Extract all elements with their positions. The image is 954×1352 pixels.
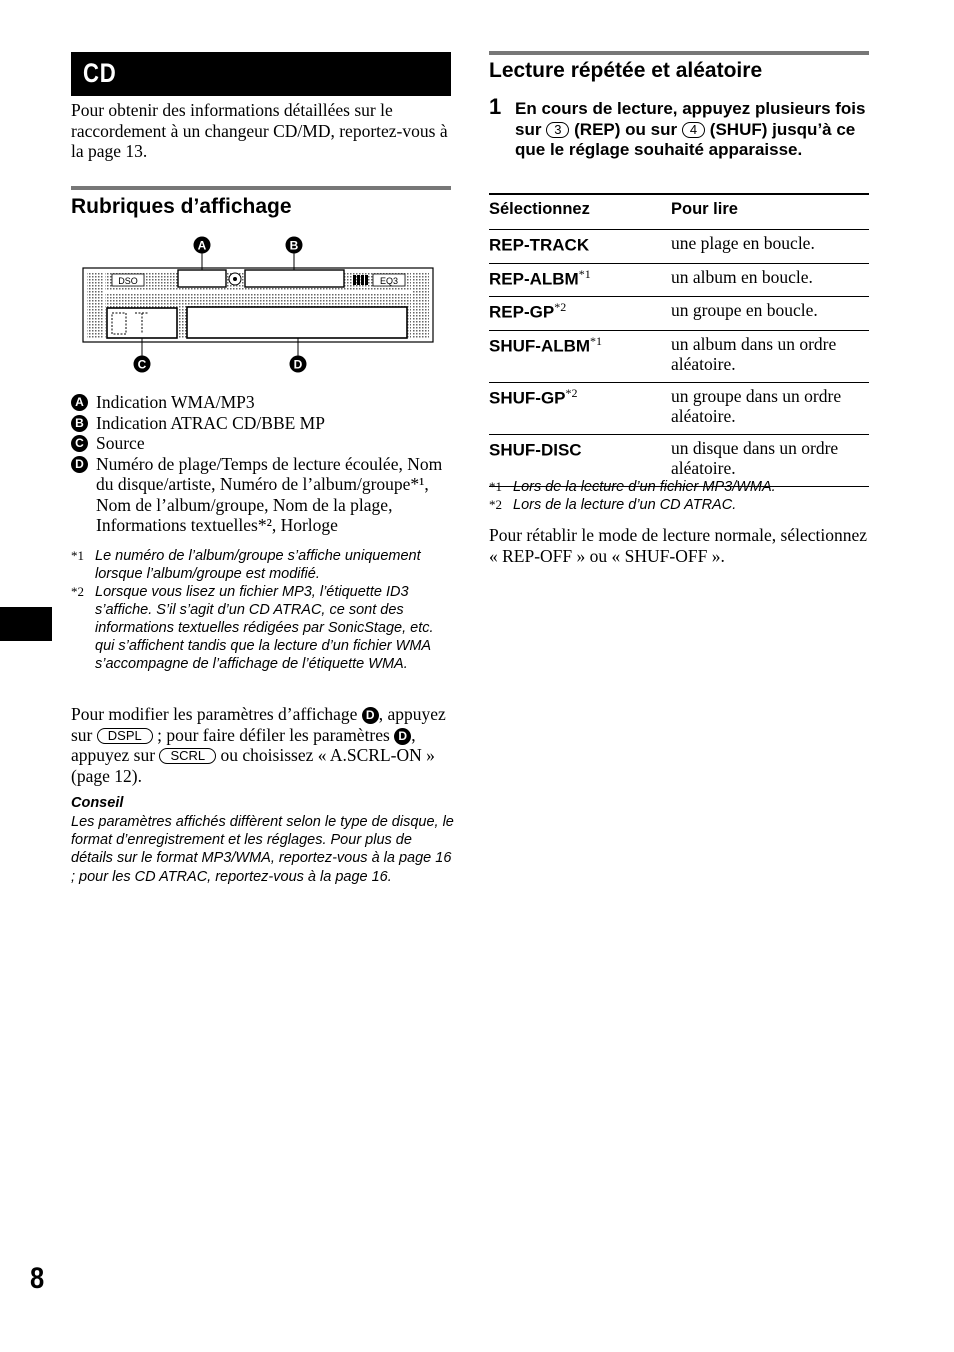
- footnote: [71, 583, 456, 673]
- legend-item: [71, 413, 456, 434]
- callout-d-box: [187, 307, 407, 338]
- section-title-bar: [71, 52, 451, 96]
- legend-marker: C: [71, 435, 88, 452]
- section-heading-display: Rubriques d’affichage: [71, 195, 292, 218]
- key-3: 3: [546, 122, 569, 138]
- mode-desc: un groupe en boucle.: [671, 300, 818, 321]
- instr-text: , appuyez sur: [71, 724, 416, 765]
- repeat-shuffle-table: [489, 193, 869, 487]
- legend-marker: B: [71, 415, 88, 432]
- legend-marker: D: [71, 456, 88, 473]
- callout-d-letter: D: [293, 357, 303, 372]
- legend-text: Numéro de plage/Temps de lecture écoulée, Nom du disque/artiste, Numéro de l’album/groupe*¹, Nom de l’album/groupe, Nom de la plage, Informations textuelles*², Horloge: [96, 453, 443, 535]
- table-row: [489, 230, 869, 264]
- header-play: Pour lire: [671, 200, 738, 218]
- scrl-key: SCRL: [159, 748, 216, 764]
- table-row: [489, 330, 869, 382]
- mode-name: SHUF-DISC: [489, 440, 582, 460]
- section-heading-repeat: Lecture répétée et aléatoire: [489, 59, 763, 82]
- chapter-tab: [0, 607, 52, 641]
- footnote-text: Lors de la lecture d’un CD ATRAC.: [513, 497, 737, 513]
- table-header-row: [489, 194, 869, 230]
- step-part: (SHUF) jusqu’à ce que le réglage souhaité apparaisse.: [515, 119, 856, 159]
- display-legend: [71, 392, 456, 536]
- instr-text: , appuyez sur: [71, 704, 446, 745]
- dso-label: DSO: [118, 276, 138, 286]
- mode-mark: *2: [565, 385, 578, 400]
- footnote-mark: *1: [489, 479, 502, 494]
- legend-item: [71, 454, 456, 536]
- callout-b-letter: B: [289, 238, 299, 253]
- instr-text: Pour modifier les paramètres d’affichage: [71, 704, 362, 724]
- display-footnotes: [71, 547, 456, 673]
- step-number: 1: [489, 94, 502, 119]
- footnote: [489, 478, 874, 496]
- callout-d-marker: D: [362, 707, 379, 724]
- section-rule: [489, 51, 869, 55]
- footnote: [71, 547, 456, 583]
- footnote-text: Le numéro de l’album/groupe s’affiche uniquement lorsque l’album/groupe est modifié.: [95, 548, 421, 582]
- key-4: 4: [682, 122, 705, 138]
- footnote-mark: *2: [71, 584, 84, 599]
- table-footnotes: [489, 478, 874, 514]
- legend-text: Source: [96, 433, 145, 453]
- legend-item: [71, 433, 456, 454]
- instr-text: ou choisissez « A.SCRL-ON » (page 12).: [71, 745, 435, 786]
- mode-mark: *1: [590, 333, 603, 348]
- footnote-text: Lors de la lecture d’un fichier MP3/WMA.: [513, 479, 776, 495]
- mode-name: SHUF-GP: [489, 388, 566, 408]
- mode-name: REP-TRACK: [489, 235, 590, 255]
- legend-item: [71, 392, 456, 413]
- step-text: [515, 99, 875, 161]
- mode-mark: *2: [554, 300, 567, 315]
- display-diagram: [80, 234, 440, 376]
- header-select: Sélectionnez: [489, 200, 590, 218]
- mode-desc: un groupe dans un ordre aléatoire.: [671, 385, 842, 427]
- instr-text: ; pour faire défiler les paramètres: [152, 724, 395, 745]
- mode-name: SHUF-ALBM: [489, 336, 591, 356]
- intro-paragraph: Pour obtenir des informations détaillées sur le raccordement à un changeur CD/MD, reportez-vous à la page 13.: [71, 100, 448, 161]
- mode-desc: un disque dans un ordre aléatoire.: [671, 437, 839, 479]
- table-row: [489, 382, 869, 434]
- tip-title: Conseil: [71, 795, 124, 811]
- callout-c-letter: C: [137, 357, 147, 372]
- callout-a-box: [178, 270, 226, 287]
- legend-text: Indication WMA/MP3: [96, 392, 255, 412]
- callout-d-marker: D: [394, 728, 411, 745]
- eq-label: EQ3: [379, 276, 399, 286]
- footnote-mark: *2: [489, 497, 502, 512]
- callout-b-box: [245, 270, 344, 287]
- mode-name: REP-GP: [489, 302, 555, 322]
- table-row: [489, 263, 869, 297]
- dspl-key: DSPL: [97, 728, 153, 744]
- mode-name: REP-ALBM: [489, 269, 579, 289]
- outro-paragraph: Pour rétablir le mode de lecture normale, sélectionnez « REP-OFF » ou « SHUF-OFF ».: [489, 525, 868, 566]
- tip-text: Les paramètres affichés diffèrent selon le type de disque, le format d’enregistrement et les réglages. Pour plus de détails sur le format MP3/WMA, reportez-vous à la page 16 ; pour les CD ATRAC, reportez-vous à la page 16.: [71, 814, 454, 885]
- step-part: (REP) ou sur: [569, 119, 682, 139]
- mode-desc: une plage en boucle.: [671, 233, 815, 253]
- section-rule: [71, 186, 451, 190]
- legend-text: Indication ATRAC CD/BBE MP: [96, 412, 325, 433]
- callout-a-letter: A: [197, 238, 207, 253]
- display-instructions: [71, 704, 456, 786]
- mode-desc: un album dans un ordre aléatoire.: [671, 333, 837, 375]
- footnote: [489, 496, 874, 514]
- mode-desc: un album en boucle.: [671, 266, 813, 287]
- table-row: [489, 297, 869, 331]
- page-title: CD: [83, 58, 117, 88]
- legend-marker: A: [71, 394, 88, 411]
- mode-mark: *1: [578, 266, 591, 281]
- page-number: 8: [30, 1262, 45, 1295]
- step-part: En cours de lecture, appuyez plusieurs fois sur: [515, 99, 866, 139]
- footnote-mark: *1: [71, 548, 84, 563]
- footnote-text: Lorsque vous lisez un fichier MP3, l’étiquette ID3 s’affiche. S’il s’agit d’un CD ATRAC, ce sont des informations textuelles rédigées par SonicStage, etc. qui s’affichent tandis que la lecture d’un fichier WMA s’accompagne de l’affichage de l’étiquette WMA.: [95, 584, 434, 672]
